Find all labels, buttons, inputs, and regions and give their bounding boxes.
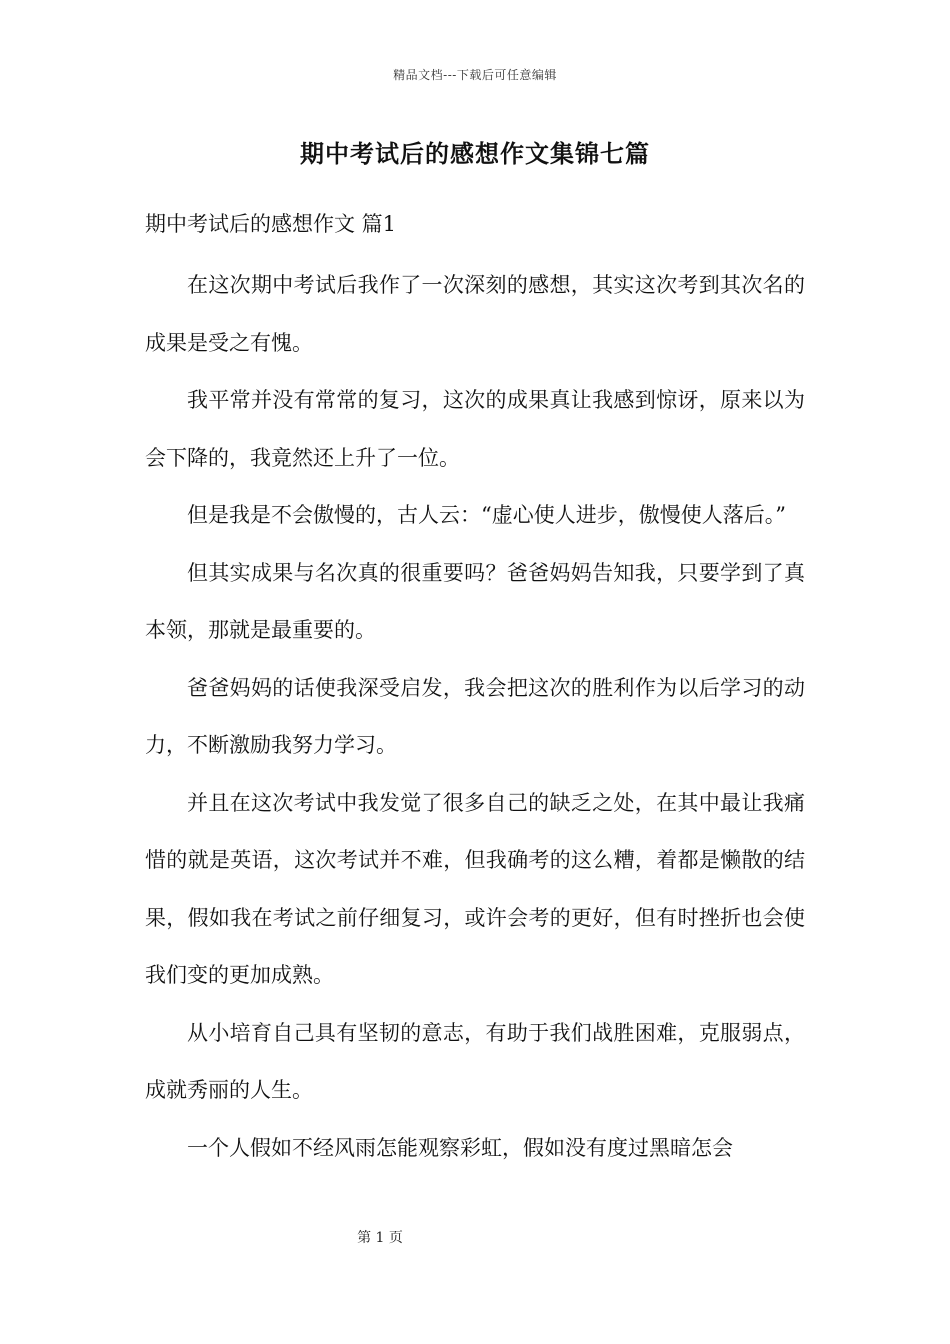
- paragraph: 我平常并没有常常的复习，这次的成果真让我感到惊讶，原来以为会下降的，我竟然还上升了一位。: [145, 388, 805, 470]
- paragraph: 并且在这次考试中我发觉了很多自己的缺乏之处，在其中最让我痛惜的就是英语，这次考试并不难，但我确考的这么糟，着都是懒散的结果，假如我在考试之前仔细复习，或许会考的更好，但有时挫折也会使我们变的更加成熟。: [145, 790, 805, 987]
- paragraph: 爸爸妈妈的话使我深受启发，我会把这次的胜利作为以后学习的动力，不断激励我努力学习。: [145, 675, 805, 757]
- paragraph: 从小培育自己具有坚韧的意志，有助于我们战胜困难，克服弱点，成就秀丽的人生。: [145, 1020, 805, 1102]
- body-text: [145, 257, 805, 1177]
- paragraph: 但其实成果与名次真的很重要吗？爸爸妈妈告知我，只要学到了真本领，那就是最重要的。: [145, 560, 805, 642]
- page-number: 第 1 页: [357, 1230, 403, 1246]
- paragraph: 但是我是不会傲慢的，古人云：“虚心使人进步，傲慢使人落后。”: [187, 503, 786, 527]
- header-note: 精品文档---下载后可任意编辑: [393, 68, 557, 82]
- paragraph: 一个人假如不经风雨怎能观察彩虹，假如没有度过黑暗怎会: [187, 1135, 733, 1160]
- document-title: 期中考试后的感想作文集锦七篇: [300, 139, 650, 168]
- section-title: 期中考试后的感想作文 篇1: [145, 212, 397, 236]
- paragraph: 在这次期中考试后我作了一次深刻的感想，其实这次考到其次名的成果是受之有愧。: [145, 273, 805, 355]
